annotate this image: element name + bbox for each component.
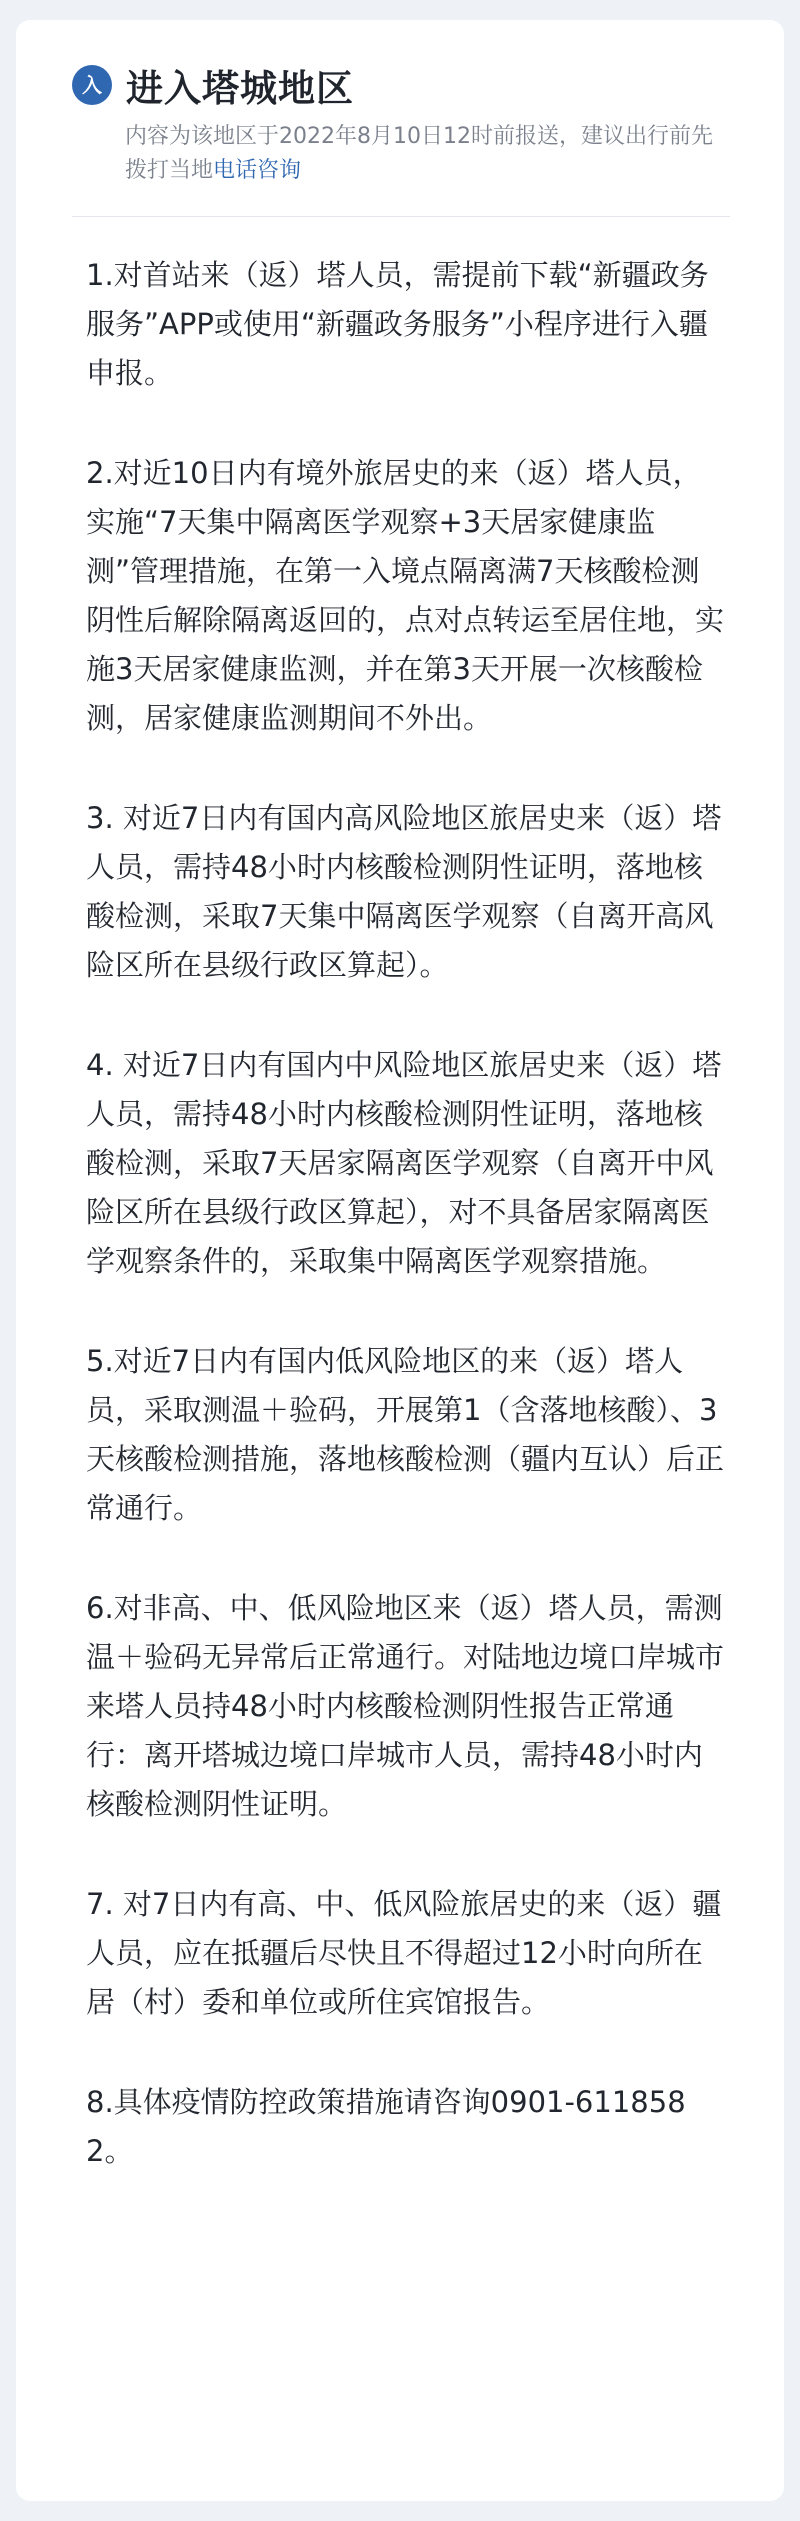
policy-notice-4: 4. 对近7日内有国内中风险地区旅居史来（返）塔人员，需持48小时内核酸检测阴性证明，落地核酸检测，采取7天居家隔离医学观察（自离开中风险区所在县级行政区算起），对不具备居家隔离医学观察条件的，采取集中隔离医学观察措施。 [86, 1048, 722, 1278]
enter-badge-icon: 入 [72, 65, 112, 105]
page-title: 进入塔城地区 [126, 67, 354, 110]
subtitle-text: 内容为该地区于2022年8月10日12时前报送，建议出行前先拨打当地 [125, 124, 713, 183]
report-subtitle [125, 120, 730, 188]
policy-notice-5: 5.对近7日内有国内低风险地区的来（返）塔人员，采取测温＋验码，开展第1（含落地核酸）、3天核酸检测措施，落地核酸检测（疆内互认）后正常通行。 [86, 1344, 725, 1525]
policy-notice-7: 7. 对7日内有高、中、低风险旅居史的来（返）疆人员，应在抵疆后尽快且不得超过12小时向所在居（村）委和单位或所住宾馆报告。 [86, 1887, 722, 2019]
policy-notice-2: 2.对近10日内有境外旅居史的来（返）塔人员，实施“7天集中隔离医学观察+3天居家健康监测”管理措施，在第一入境点隔离满7天核酸检测阴性后解除隔离返回的，点对点转运至居住地，实施3天居家健康监测，并在第3天开展一次核酸检测，居家健康监测期间不外出。 [86, 456, 725, 735]
phone-consult-link[interactable]: 电话咨询 [213, 158, 302, 183]
policy-notice-6: 6.对非高、中、低风险地区来（返）塔人员，需测温＋验码无异常后正常通行。对陆地边境口岸城市来塔人员持48小时内核酸检测阴性报告正常通行：离开塔城边境口岸城市人员，需持48小时内核酸检测阴性证明。 [86, 1591, 725, 1821]
policy-notice-1: 1.对首站来（返）塔人员，需提前下载“新疆政务服务”APP或使用“新疆政务服务”小程序进行入疆申报。 [86, 258, 709, 390]
card-header [16, 20, 784, 188]
policy-notice-8: 8.具体疫情防控政策措施请咨询0901-6118582。 [86, 2085, 686, 2168]
region-info-card [16, 20, 784, 2501]
policy-notice-list [16, 217, 784, 2176]
policy-notice-3: 3. 对近7日内有国内高风险地区旅居史来（返）塔人员，需持48小时内核酸检测阴性证明，落地核酸检测，采取7天集中隔离医学观察（自离开高风险区所在县级行政区算起）。 [86, 801, 722, 982]
title-row [72, 58, 730, 112]
